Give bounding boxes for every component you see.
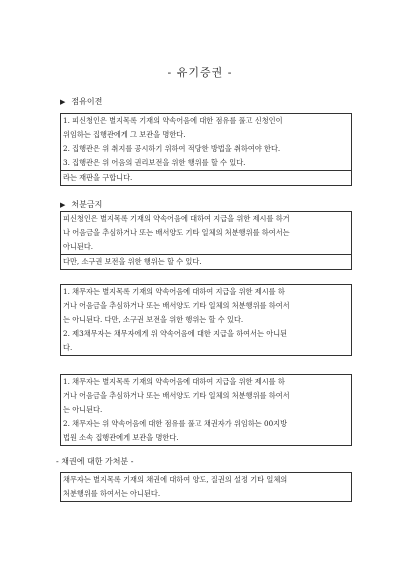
triangle-marker-icon: ▶: [60, 98, 66, 106]
prohibition-line: 아니된다.: [63, 242, 94, 252]
box-three-line: 는 아니된다. 다만, 소구권 보전을 위한 행위는 할 수 있다.: [63, 315, 244, 325]
box-three-line: 거나 어음금을 추심하거나 또는 배서양도 기타 일체의 처분행위를 하여서: [63, 301, 290, 311]
seizure-box: [60, 113, 352, 186]
box-four-line: 는 아니된다.: [63, 405, 103, 415]
debtor-third-party-box: [60, 284, 352, 356]
box-four-line: 거나 어음금을 추심하거나 또는 배서양도 기타 일체의 처분행위를 하여서: [63, 391, 290, 401]
section-heading-seizure: [60, 96, 102, 107]
section-heading-prohibition: [60, 199, 102, 210]
box-three-line: 다.: [63, 343, 73, 353]
provisional-line: 채무자는 별지목록 기재의 채권에 대하여 양도, 질권의 설정 기타 일체의: [63, 475, 288, 484]
provisional-box: [60, 472, 352, 502]
prohibition-box: [60, 211, 352, 270]
prohibition-line: 나 어음금을 추심하거나 또는 배서양도 기타 일체의 처분행위를 하여서는: [63, 228, 290, 238]
seizure-line: 2. 집행관은 위 취지를 공시하기 위하여 적당한 방법을 취하여야 한다.: [63, 144, 281, 154]
box-four-line: 1. 채무자는 별지목록 기재의 약속어음에 대하여 지급을 위한 제시를 하: [63, 377, 285, 386]
triangle-marker-icon: ▶: [60, 201, 66, 209]
seizure-line: 3. 집행관은 위 어음의 권리보전을 위한 행위를 할 수 있다.: [63, 158, 246, 168]
debtor-custody-box: [60, 374, 352, 446]
provisional-line: 처분행위를 하여서는 아니된다.: [63, 489, 161, 499]
section-heading-provisional: - 채권에 대한 가처분 -: [56, 457, 134, 466]
section-title-prohibition: 처분금지: [71, 200, 103, 209]
seizure-line: 위임하는 집행관에게 그 보관을 명한다.: [63, 130, 186, 140]
section-title-seizure: 점유이전: [71, 97, 103, 106]
box-four-line: 2. 채무자는 위 약속어음에 대한 점유를 풀고 채권자가 위임하는 00지방: [63, 419, 288, 429]
box-three-line: 1. 채무자는 별지목록 기재의 약속어음에 대하여 지급을 위한 제시를 하: [63, 287, 285, 296]
prohibition-proviso: 다만, 소구권 보전을 위한 행위는 할 수 있다.: [61, 254, 351, 269]
prohibition-line: 피신청인은 별지목록 기재의 약속어음에 대하여 지급을 위한 제시를 하거: [63, 214, 290, 223]
seizure-line: 1. 피신청인은 별지목록 기재의 약속어음에 대한 점유를 풀고 신청인이: [63, 116, 283, 125]
page-title: - 유기증권 -: [167, 66, 233, 79]
seizure-closing: 라는 재판을 구합니다.: [61, 170, 351, 185]
box-four-line: 법원 소속 집행관에게 보관을 명한다.: [63, 433, 179, 443]
box-three-line: 2. 제3채무자는 채무자에게 위 약속어음에 대한 지급을 하여서는 아니된: [63, 329, 288, 339]
